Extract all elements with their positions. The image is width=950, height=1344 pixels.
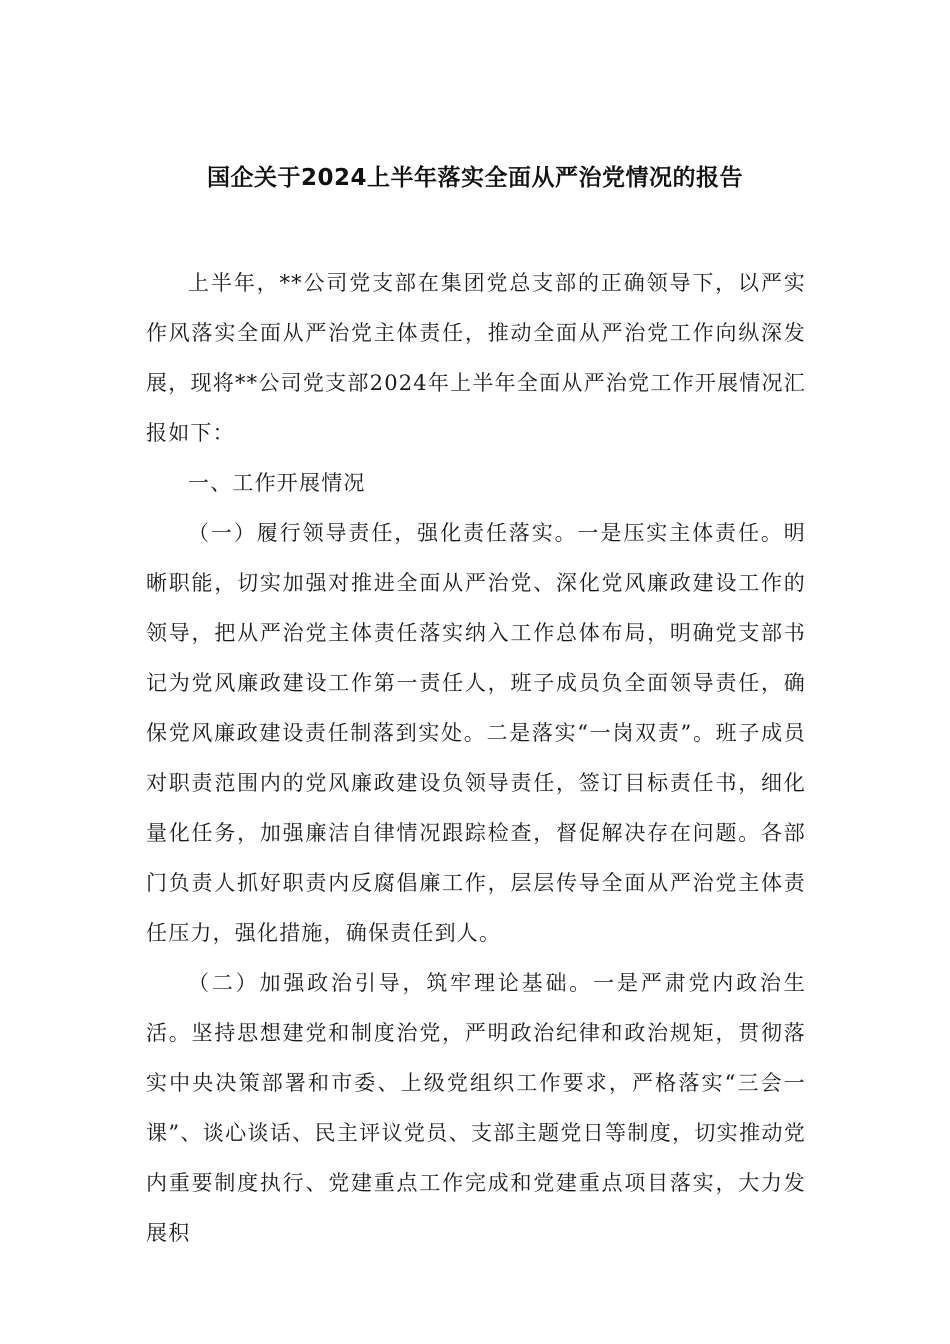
section-paragraph-2: （二）加强政治引导，筑牢理论基础。一是严肃党内政治生活。坚持思想建党和制度治党，严明政治纪律和政治规矩，贯彻落实中央决策部署和市委、上级党组织工作要求，严格落实“三会一课”、谈心谈话、民主评议党员、支部主题党日等制度，切实推动党内重要制度执行、党建重点工作完成和党建重点项目落实，大力发展积 xyxy=(146,971,806,1245)
intro-paragraph: 上半年，**公司党支部在集团党总支部的正确领导下，以严实作风落实全面从严治党主体责任，推动全面从严治党工作向纵深发展，现将**公司党支部2024年上半年全面从严治党工作开展情况汇报如下： xyxy=(146,271,806,445)
section-paragraph-1: （一）履行领导责任，强化责任落实。一是压实主体责任。明晰职能，切实加强对推进全面从严治党、深化党风廉政建设工作的领导，把从严治党主体责任落实纳入工作总体布局，明确党支部书记为党风廉政建设工作第一责任人，班子成员负全面领导责任，确保党风廉政建设责任制落到实处。二是落实“一岗双责”。班子成员对职责范围内的党风廉政建设负领导责任，签订目标责任书，细化量化任务，加强廉洁自律情况跟踪检查，督促解决存在问题。各部门负责人抓好职责内反腐倡廉工作，层层传导全面从严治党主体责任压力，强化措施，确保责任到人。 xyxy=(146,521,806,945)
document-title: 国企关于2024上半年落实全面从严治党情况的报告 xyxy=(206,165,743,191)
section-heading: 一、工作开展情况 xyxy=(188,471,366,495)
document-body xyxy=(146,258,806,1258)
